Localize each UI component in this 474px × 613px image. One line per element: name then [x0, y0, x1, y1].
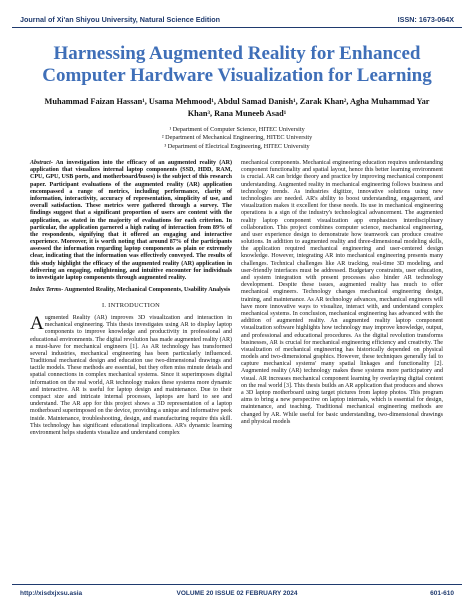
right-column [241, 160, 443, 426]
abstract [30, 160, 232, 282]
left-column [30, 160, 232, 437]
running-header [12, 13, 462, 27]
index-terms [30, 287, 232, 294]
author-list [16, 96, 458, 120]
right-column-text: mechanical components. Mechanical engineering education requires understanding component functionality and spatial layout, hence this better learning environment is crucial. AR can bridge theory and practice by improving mechanical component understanding. Augmented reality in mechanical engineering follows business and technology trends. As industries digitize, innovative solutions using new technologies are needed. AR's ability to boost understanding, engagement, and visualization makes it excellent for these needs. Its use in mechanical engineering operations is a sign of the industry's technological advancement. The augmented reality laptop component visualization app emphasizes interdisciplinary collaboration. This project combines computer science, mechanical engineering, and user experience design to demonstrate how teamwork can produce creative solutions. In addition to augmented reality and three-dimensional modeling skills, the application required mechanical engineering and user-centered design knowledge. However, integrating AR into mechanical engineering presents many challenges. Technical challenges like AR tracking, real-time 3D modeling, and user-friendly interfaces must be addressed. Budgetary constraints, user education, and system integration with present processes also hinder AR technology development. Despite these issues, augmented reality has much to offer mechanical engineers. Technology changes mechanical engineering design, training, and maintenance. As AR technology advances, mechanical engineers will have more innovative ways to visualize, interact with, and understand complex mechanical systems. In conclusion, mechanical engineering has advanced with the addition of augmented reality. An augmented reality laptop component visualization software highlights how technology may improve knowledge, output, and professional and educational procedures. As the digital revolution transforms businesses, AR is crucial for mechanical engineering efficiency and creativity. The visualization of mechanical engineering has historically depended on physical models and two-dimensional graphics. However, these techniques generally fail to capture mechanical systems' many spatial linkages and functionality [2]. Augmented reality (AR) technology makes these systems more participatory and visual. AR increases mechanical component learning by overlaying digital content on the real world [3]. This thesis builds an AR application that produces and shows a 3D laptop motherboard using target pictures from laptop photos. This program aims to bring a new perspective on laptop internals, which is essential for design, maintenance, and teaching. Traditional mechanical engineering methods are changed by AR. While useful for basic understanding, two-dimensional drawings and physical models [241, 160, 443, 425]
header-rule [12, 27, 462, 28]
journal-name: Journal of Xi'an Shiyou University, Natural Science Edition [20, 15, 221, 24]
introduction-paragraph [30, 312, 232, 437]
authors-line-1: Muhammad Faizan Hassan¹, Usama Mehmood¹, Abdul Samad Danish¹, Zarak Khan², Agha Muhammad Yar [44, 97, 430, 106]
introduction-text: ugmented Reality (AR) improves 3D visualization and interaction in mechanical engineering. This thesis investigates using AR to display laptop components to improve knowledge and productivity in professional and educational environments. The digital revolution has made augmented reality (AR) a must-have for mechanical engineers [1]. As AR technology has transformed several industries, mechanical engineering has been particularly influenced. Traditional mechanical design and education use two-dimensional drawings and tactile models. These methods are essential, but they often miss minute details and spatial connections in complex mechanical systems. Since it superimposes digital information on the real world, AR technology makes these systems more dynamic and interactive. AR is useful for laptop design and maintenance. Due to their compact size and intricate internal processes, laptops are hard to see and understand. The AR app for this project shows a 3D representation of a laptop motherboard superimposed on the device, providing a unique and informative peek inside. Maintenance, troubleshooting, design, and manufacturing require this skill. This technology has significant educational implications. AR's dynamic learning environment helps students visualize and understand complex [30, 314, 232, 436]
footer-rule [12, 584, 462, 585]
affiliation-3: ³ Department of Electrical Engineering, HITEC University [164, 142, 310, 150]
authors-line-2: Khan³, Rana Muneeb Asad¹ [187, 108, 287, 118]
affiliations [16, 126, 458, 151]
paper-title: Harnessing Augmented Reality for Enhanced Computer Hardware Visualization for Learning [42, 43, 432, 87]
volume-issue: VOLUME 20 ISSUE 02 FEBRUARY 2024 [176, 590, 298, 597]
journal-url[interactable]: http://xisdxjxsu.asia [20, 590, 83, 597]
abstract-text: An investigation into the efficacy of an augmented reality (AR) application that visualizes internal laptop components (SSD, HDD, RAM, CPU, GPU, USB ports, and motherboard/buses) is the subject of this research paper. Participant evaluations of the augmented reality (AR) application encompassed a range of metrics, including performance, clarity of information, interactivity, accuracy of representation, simplicity of use, and overall satisfaction. These metrics were gathered through a survey. The findings suggest that a significant proportion of users are content with the application, as stated in the majority of evaluations for each criterion. In particular, the application garnered a high rating of interaction from 89% of the respondents, signifying that it offered an engaging and interactive experience. Moreover, it is worth noting that around 87% of the participants assessed the information regarding laptop components as plain or extremely clear, indicating that the information was effectively conveyed. The results of this study highlight the efficacy of the augmented reality (AR) application in delivering an engaging, enlightening, and intuitive encounter for individuals to investigate laptop components through augmented reality. [30, 160, 232, 281]
page-footer [12, 584, 462, 604]
affiliation-1: ¹ Department of Computer Science, HITEC University [169, 126, 305, 133]
index-terms-heading: Index Terms [30, 287, 62, 294]
affiliation-2: ² Department of Mechanical Engineering, HITEC University [161, 134, 313, 142]
page-range: 601-610 [430, 590, 454, 597]
abstract-heading: Abstract- [30, 160, 53, 166]
drop-cap: A [30, 312, 44, 334]
section-heading-introduction: I. INTRODUCTION [101, 302, 161, 310]
issn-number: ISSN: 1673-064X [397, 15, 454, 24]
index-terms-text: - Augmented Reality, Mechanical Components, Usability Analysis [61, 287, 231, 294]
